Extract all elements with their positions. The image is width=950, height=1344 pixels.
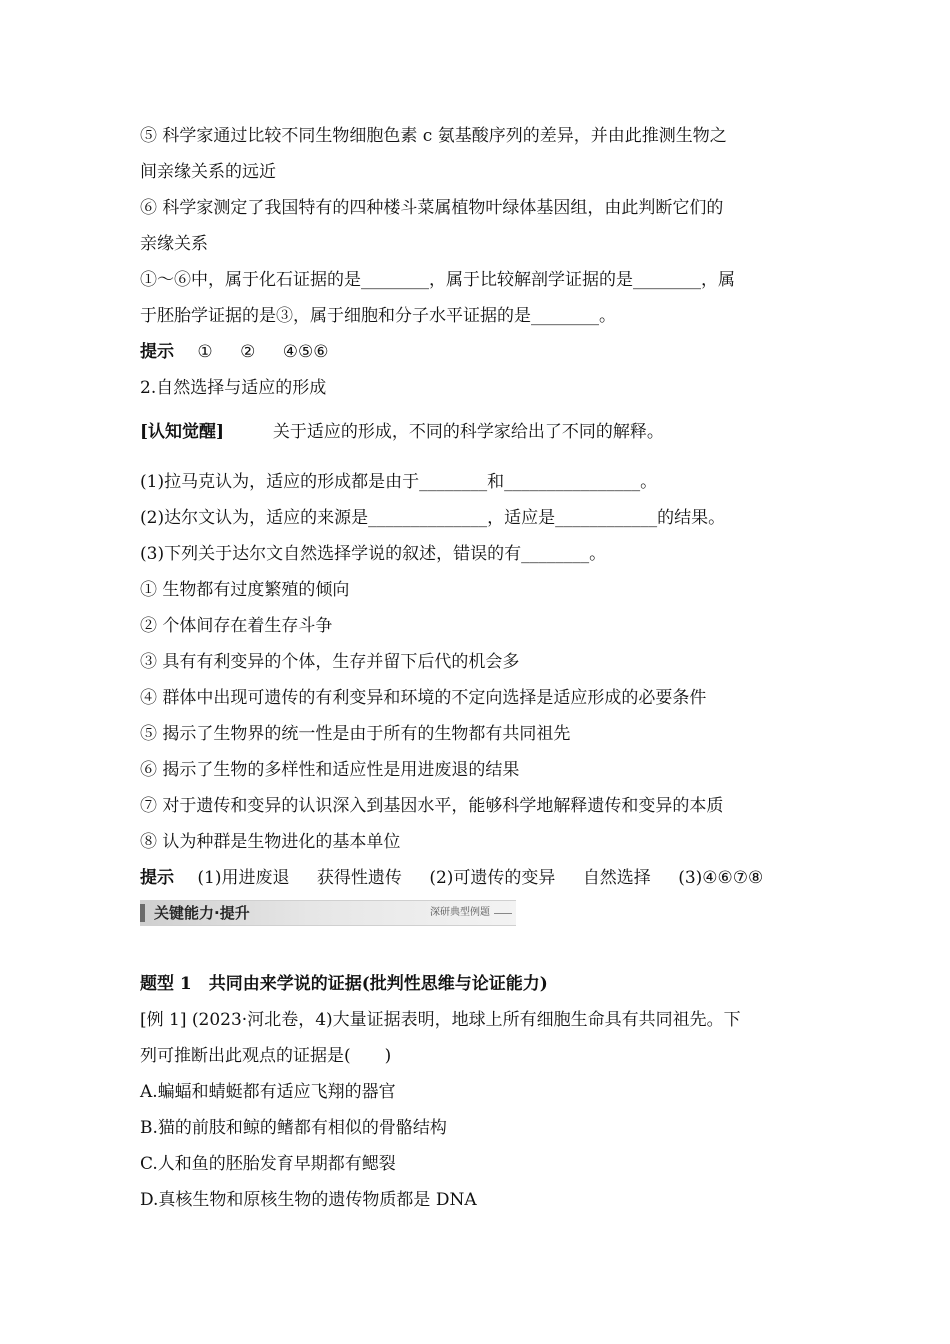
cognition-label: [认知觉醒] — [140, 422, 225, 442]
tip-answer: 获得性遗传 — [316, 868, 402, 888]
section-banner — [140, 900, 516, 926]
option-item: ⑤ 揭示了生物界的统一性是由于所有的生物都有共同祖先 — [140, 724, 571, 744]
section-2-heading: 2.自然选择与适应的形成 — [140, 378, 327, 398]
cognition-text: 关于适应的形成，不同的科学家给出了不同的解释。 — [272, 422, 664, 442]
tip-answer: (3)④⑥⑦⑧ — [678, 868, 764, 888]
evidence-tip — [140, 334, 812, 370]
example-1-line-1: [例 1] (2023·河北卷，4)大量证据表明，地球上所有细胞生命具有共同祖先。下 — [140, 1010, 741, 1030]
option-item: ⑥ 揭示了生物的多样性和适应性是用进废退的结果 — [140, 760, 520, 780]
tip-label: 提示 — [140, 868, 174, 888]
option-item: ③ 具有有利变异的个体，生存并留下后代的机会多 — [140, 652, 520, 672]
tip-answer: (2)可遗传的变异 — [429, 868, 556, 888]
evidence-item-5-line-2: 间亲缘关系的远近 — [140, 162, 276, 182]
banner-title: 关键能力·提升 — [154, 904, 250, 922]
section-2-tip — [140, 860, 812, 896]
example-1-line-2: 列可推断出此观点的证据是( ) — [140, 1046, 392, 1066]
evidence-item-5-line-1: ⑤ 科学家通过比较不同生物细胞色素 c 氨基酸序列的差异，并由此推测生物之 — [140, 126, 727, 146]
tip-answer: ④⑤⑥ — [282, 342, 329, 362]
banner-accent-bar — [140, 904, 145, 922]
tip-answer: 自然选择 — [582, 868, 651, 888]
choice-a: A.蝙蝠和蜻蜓都有适应飞翔的器官 — [140, 1082, 396, 1102]
evidence-item-6-line-1: ⑥ 科学家测定了我国特有的四种楼斗菜属植物叶绿体基因组，由此判断它们的 — [140, 198, 724, 218]
option-item: ⑦ 对于遗传和变异的认识深入到基因水平，能够科学地解释遗传和变异的本质 — [140, 796, 724, 816]
banner-subtitle: 深研典型例题 — [430, 907, 490, 918]
evidence-question-line-1: ①～⑥中，属于化石证据的是________，属于比较解剖学证据的是________，属 — [140, 270, 735, 290]
evidence-item-6-line-2: 亲缘关系 — [140, 234, 208, 254]
type-1-heading: 题型 1 共同由来学说的证据(批判性思维与论证能力) — [140, 974, 548, 994]
evidence-question-line-2: 于胚胎学证据的是③，属于细胞和分子水平证据的是________。 — [140, 306, 616, 326]
tip-answer: (1)用进废退 — [197, 868, 290, 888]
tip-label: 提示 — [140, 342, 174, 362]
tip-answer: ① — [197, 342, 213, 362]
question-3: (3)下列关于达尔文自然选择学说的叙述，错误的有________。 — [140, 544, 607, 564]
option-item: ④ 群体中出现可遗传的有利变异和环境的不定向选择是适应形成的必要条件 — [140, 688, 707, 708]
choice-d: D.真核生物和原核生物的遗传物质都是 DNA — [140, 1190, 477, 1210]
question-2: (2)达尔文认为，适应的来源是______________，适应是____________的结果。 — [140, 508, 726, 528]
tip-answer: ② — [240, 342, 256, 362]
banner-dash — [494, 913, 512, 914]
cognition-line — [140, 414, 812, 450]
option-item: ⑧ 认为种群是生物进化的基本单位 — [140, 832, 401, 852]
question-1: (1)拉马克认为，适应的形成都是由于________和________________。 — [140, 472, 658, 492]
choice-c: C.人和鱼的胚胎发育早期都有鳃裂 — [140, 1154, 396, 1174]
option-item: ② 个体间存在着生存斗争 — [140, 616, 333, 636]
option-item: ① 生物都有过度繁殖的倾向 — [140, 580, 350, 600]
choice-b: B.猫的前肢和鲸的鳍都有相似的骨骼结构 — [140, 1118, 447, 1138]
document-page — [140, 118, 812, 1218]
